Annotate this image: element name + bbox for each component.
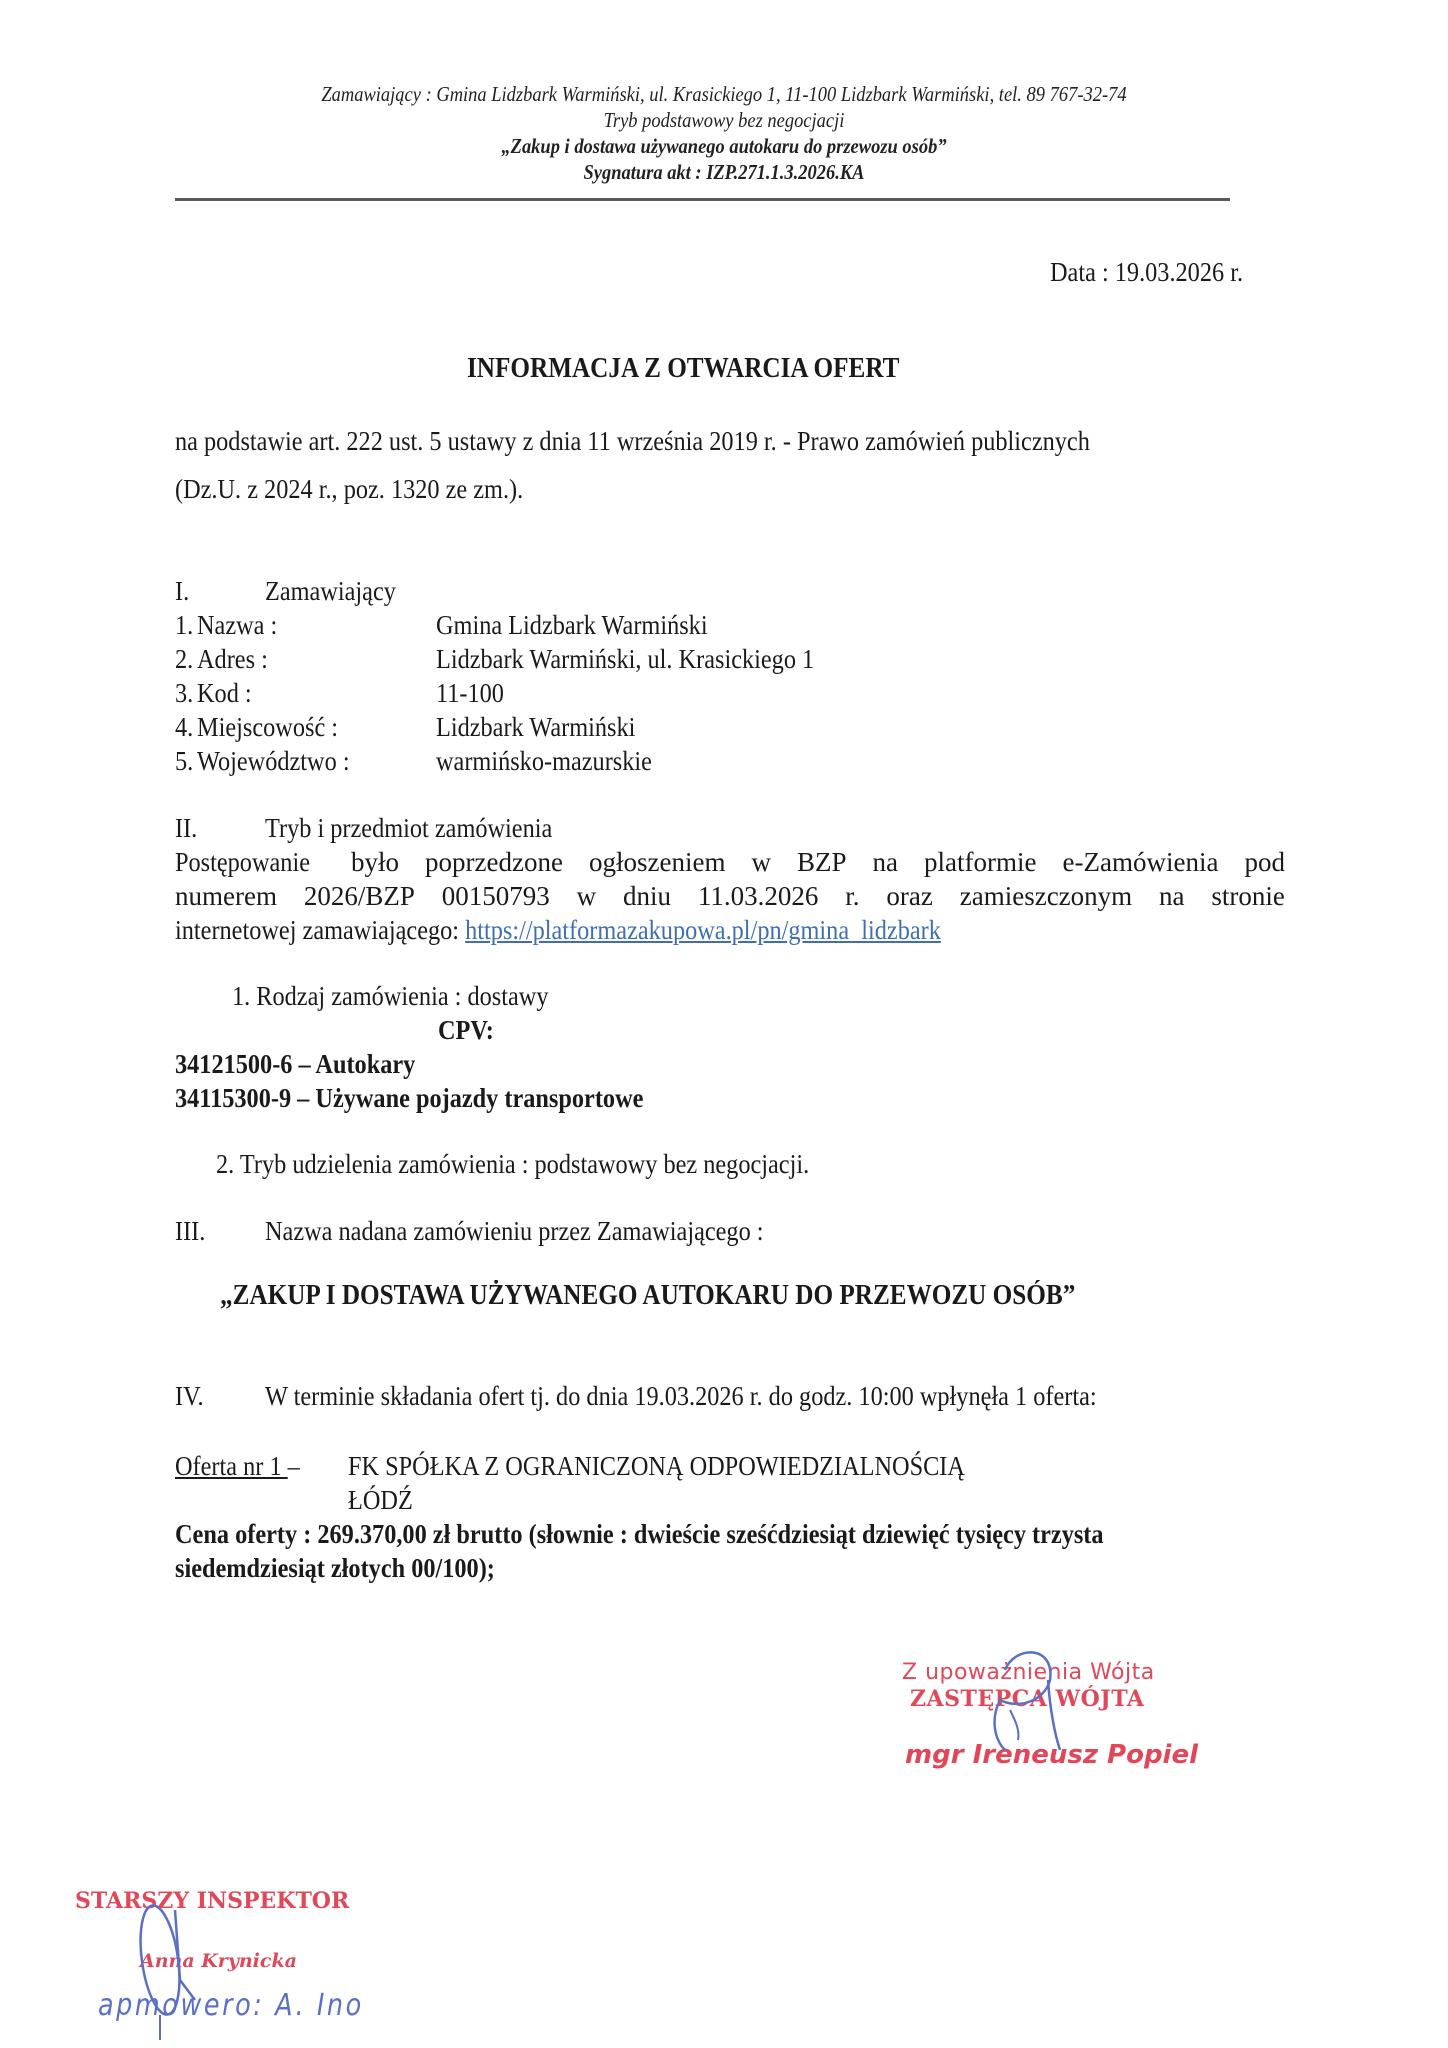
offer-dash: – bbox=[287, 1451, 300, 1481]
authority-item-value: Gmina Lidzbark Warmiński bbox=[436, 610, 708, 640]
notice-paragraph-line-1 bbox=[175, 846, 1285, 878]
header-contracting-authority: Zamawiający : Gmina Lidzbark Warmiński, ul. Krasickiego 1, 11-100 Lidzbark Warmiński, tel. 89 767-32-74 bbox=[321, 82, 1127, 106]
word: e-Zamówienia bbox=[1062, 847, 1219, 877]
offer-price-line-2: siedemdziesiąt złotych 00/100); bbox=[175, 1553, 495, 1583]
stamp-name-line: mgr Ireneusz Popiel bbox=[905, 1740, 1199, 1770]
stamp-title-line: ZASTĘPCA WÓJTA bbox=[910, 1686, 1145, 1712]
authority-item-num: 5. bbox=[175, 746, 194, 776]
offer-company: FK SPÓŁKA Z OGRANICZONĄ ODPOWIEDZIALNOŚCIĄ bbox=[348, 1451, 965, 1481]
stamp-authorization-line: Z upoważnienia Wójta bbox=[902, 1660, 1155, 1685]
word: 00150793 bbox=[441, 881, 550, 911]
word: w bbox=[751, 847, 771, 877]
word: zamieszczonym bbox=[959, 881, 1133, 911]
word: ogłoszeniem bbox=[588, 847, 726, 877]
word: r. bbox=[845, 881, 860, 911]
legal-basis-line-1: na podstawie art. 222 ust. 5 ustawy z dnia 11 września 2019 r. - Prawo zamówień publicznych bbox=[175, 426, 1090, 456]
offer-label-row bbox=[175, 1450, 300, 1482]
offer-price-line-1: Cena oferty : 269.370,00 zł brutto (słownie : dwieście sześćdziesiąt dziewięć tysięcy trzysta bbox=[175, 1519, 1104, 1549]
document-date: Data : 19.03.2026 r. bbox=[1050, 257, 1244, 287]
word: pod bbox=[1244, 847, 1285, 877]
section-3-heading: Nazwa nadana zamówieniu przez Zamawiającego : bbox=[265, 1216, 764, 1246]
order-type: 1. Rodzaj zamówienia : dostawy bbox=[232, 981, 549, 1011]
section-4-numeral: IV. bbox=[175, 1381, 204, 1411]
word: oraz bbox=[886, 881, 933, 911]
legal-basis-line-2: (Dz.U. z 2024 r., poz. 1320 ze zm.). bbox=[175, 474, 524, 504]
word: 11.03.2026 bbox=[697, 881, 819, 911]
award-procedure: 2. Tryb udzielenia zamówienia : podstawowy bez negocjacji. bbox=[216, 1149, 810, 1179]
header-file-reference: Sygnatura akt : IZP.271.1.3.2026.KA bbox=[583, 160, 865, 184]
document-title: INFORMACJA Z OTWARCIA OFERT bbox=[467, 353, 900, 384]
section-3-numeral: III. bbox=[175, 1216, 206, 1246]
header-contract-name: „Zakup i dostawa używanego autokaru do przewozu osób” bbox=[501, 134, 947, 158]
header-divider bbox=[175, 198, 1230, 201]
website-label: internetowej zamawiającego: bbox=[175, 915, 466, 945]
word: poprzedzone bbox=[425, 847, 563, 877]
stamp-inspector-title: STARSZY INSPEKTOR bbox=[75, 1888, 350, 1914]
authority-item-label: Nazwa : bbox=[197, 610, 278, 640]
word: BZP bbox=[796, 847, 847, 877]
header-procedure-mode: Tryb podstawowy bez negocjacji bbox=[603, 108, 845, 132]
offer-city: ŁÓDŹ bbox=[348, 1485, 413, 1515]
section-2-heading: Tryb i przedmiot zamówienia bbox=[265, 813, 553, 843]
cpv-code: 34115300-9 – Używane pojazdy transportowe bbox=[175, 1083, 644, 1113]
authority-item-value: 11-100 bbox=[436, 678, 504, 708]
word: na bbox=[872, 847, 899, 877]
word: 2026/BZP bbox=[303, 881, 415, 911]
word: stronie bbox=[1211, 881, 1285, 911]
authority-item-num: 1. bbox=[175, 610, 194, 640]
authority-item-label: Adres : bbox=[197, 644, 268, 674]
word: Postępowanie bbox=[175, 847, 310, 877]
offer-number: Oferta nr 1 bbox=[175, 1451, 288, 1481]
cpv-code: 34121500-6 – Autokary bbox=[175, 1049, 416, 1079]
stamp-inspector-name: Anna Krynicka bbox=[140, 1950, 297, 1972]
authority-item-value: Lidzbark Warmiński, ul. Krasickiego 1 bbox=[436, 644, 815, 674]
authority-item-label: Województwo : bbox=[197, 746, 350, 776]
notice-paragraph-line-2 bbox=[175, 880, 1285, 912]
authority-item-value: warmińsko-mazurskie bbox=[436, 746, 652, 776]
word: było bbox=[351, 847, 400, 877]
cpv-label: CPV: bbox=[438, 1015, 494, 1045]
word: numerem bbox=[175, 881, 277, 911]
contract-name: „ZAKUP I DOSTAWA UŻYWANEGO AUTOKARU DO PRZEWOZU OSÓB” bbox=[220, 1280, 1076, 1311]
authority-item-num: 3. bbox=[175, 678, 194, 708]
authority-item-num: 2. bbox=[175, 644, 194, 674]
section-1-numeral: I. bbox=[175, 576, 190, 606]
handwritten-note: apmowero: A. Ino bbox=[98, 1988, 364, 2023]
authority-item-value: Lidzbark Warmiński bbox=[436, 712, 636, 742]
section-1-heading: Zamawiający bbox=[265, 576, 396, 606]
notice-paragraph-line-3 bbox=[175, 914, 941, 946]
authority-item-label: Miejscowość : bbox=[197, 712, 339, 742]
word: w bbox=[576, 881, 597, 911]
handwritten-signature-mayor bbox=[960, 1640, 1080, 1760]
authority-item-label: Kod : bbox=[197, 678, 252, 708]
word: na bbox=[1159, 881, 1185, 911]
offers-received-text: W terminie składania ofert tj. do dnia 19.03.2026 r. do godz. 10:00 wpłynęła 1 oferta: bbox=[265, 1381, 1097, 1411]
platform-link[interactable]: https://platformazakupowa.pl/pn/gmina_lidzbark bbox=[465, 915, 941, 945]
section-2-numeral: II. bbox=[175, 813, 198, 843]
word: dniu bbox=[623, 881, 672, 911]
word: platformie bbox=[924, 847, 1037, 877]
authority-item-num: 4. bbox=[175, 712, 194, 742]
